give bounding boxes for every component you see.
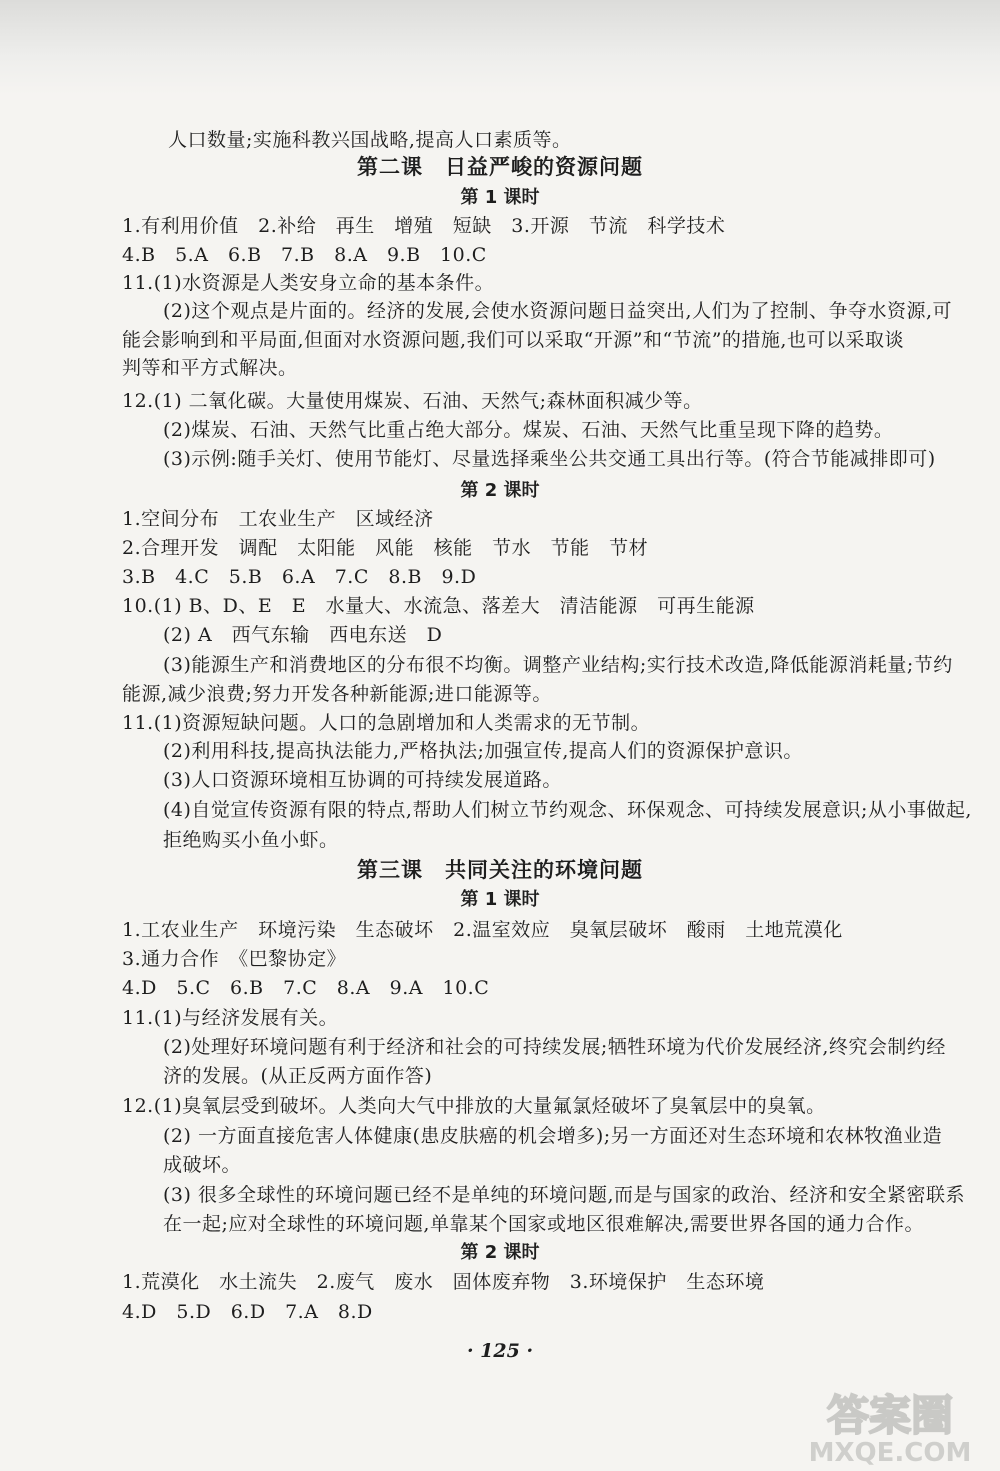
- answer-line: 3.通力合作 《巴黎协定》: [122, 948, 347, 970]
- intro-line: 人口数量;实施科教兴国战略,提高人口素质等。: [168, 129, 572, 151]
- answer-line: (2)处理好环境问题有利于经济和社会的可持续发展;牺牲环境为代价发展经济,终究会制约经: [163, 1036, 946, 1058]
- answer-line: 判等和平方式解决。: [122, 357, 298, 379]
- watermark-label: 答案圈: [826, 1391, 954, 1440]
- answer-line: 2.合理开发 调配 太阳能 风能 核能 节水 节能 节材: [122, 537, 649, 559]
- answer-line: (2) 一方面直接危害人体健康(患皮肤癌的机会增多);另一方面还对生态环境和农林牧渔业造: [163, 1125, 943, 1147]
- answer-line: 4.D 5.C 6.B 7.C 8.A 9.A 10.C: [122, 977, 490, 999]
- page-number: · 125 ·: [466, 1340, 534, 1362]
- answer-line: (2)利用科技,提高执法能力,严格执法;加强宣传,提高人们的资源保护意识。: [163, 740, 803, 762]
- watermark-url: MXQE.COM: [808, 1438, 972, 1465]
- period-title: 第 2 课时: [460, 480, 540, 501]
- answer-line: 4.B 5.A 6.B 7.B 8.A 9.B 10.C: [122, 244, 487, 266]
- answer-line: 11.(1)资源短缺问题。人口的急剧增加和人类需求的无节制。: [122, 712, 651, 734]
- period-title: 第 2 课时: [460, 1242, 540, 1263]
- answer-line: (3)示例:随手关灯、使用节能灯、尽量选择乘坐公共交通工具出行等。(符合节能减排即可): [163, 448, 936, 470]
- answer-line: (2)这个观点是片面的。经济的发展,会使水资源问题日益突出,人们为了控制、争夺水资源,可: [163, 300, 953, 322]
- answer-line: 拒绝购买小鱼小虾。: [163, 829, 339, 851]
- lesson-title: 第三课 共同关注的环境问题: [357, 858, 643, 882]
- answer-line: 1.有利用价值 2.补给 再生 增殖 短缺 3.开源 节流 科学技术: [122, 215, 726, 237]
- answer-line: 成破坏。: [163, 1154, 242, 1176]
- answer-line: (2) A 西气东输 西电东送 D: [163, 624, 443, 646]
- answer-line: (4)自觉宣传资源有限的特点,帮助人们树立节约观念、环保观念、可持续发展意识;从小事做起,: [163, 799, 972, 821]
- answer-line: (3) 很多全球性的环境问题已经不是单纯的环境问题,而是与国家的政治、经济和安全紧密联系: [163, 1184, 965, 1206]
- answer-line: 济的发展。(从正反两方面作答): [163, 1065, 433, 1087]
- lesson-title: 第二课 日益严峻的资源问题: [357, 155, 643, 179]
- answer-line: (2)煤炭、石油、天然气比重占绝大部分。煤炭、石油、天然气比重呈现下降的趋势。: [163, 419, 894, 441]
- answer-line: 4.D 5.D 6.D 7.A 8.D: [122, 1301, 373, 1323]
- answer-line: 能源,减少浪费;努力开发各种新能源;进口能源等。: [122, 683, 552, 705]
- answer-line: 1.工农业生产 环境污染 生态破坏 2.温室效应 臭氧层破坏 酸雨 土地荒漠化: [122, 919, 843, 941]
- answer-line: 12.(1)臭氧层受到破坏。人类向大气中排放的大量氟氯烃破坏了臭氧层中的臭氧。: [122, 1095, 826, 1117]
- period-title: 第 1 课时: [460, 187, 540, 208]
- answer-line: 在一起;应对全球性的环境问题,单靠某个国家或地区很难解决,需要世界各国的通力合作。: [163, 1213, 924, 1235]
- answer-line: 3.B 4.C 5.B 6.A 7.C 8.B 9.D: [122, 566, 477, 588]
- answer-line: 11.(1)与经济发展有关。: [122, 1007, 339, 1029]
- answer-line: 1.空间分布 工农业生产 区域经济: [122, 508, 434, 530]
- watermark-logo: [790, 1385, 990, 1465]
- answer-line: (3)人口资源环境相互协调的可持续发展道路。: [163, 769, 562, 791]
- answer-line: 能会影响到和平局面,但面对水资源问题,我们可以采取“开源”和“节流”的措施,也可以采取谈: [122, 329, 904, 351]
- answer-line: 11.(1)水资源是人类安身立命的基本条件。: [122, 272, 495, 294]
- answer-line: 10.(1) B、D、E E 水量大、水流急、落差大 清洁能源 可再生能源: [122, 595, 755, 617]
- answer-line: 12.(1) 二氧化碳。大量使用煤炭、石油、天然气;森林面积减少等。: [122, 390, 703, 412]
- answer-line: (3)能源生产和消费地区的分布很不均衡。调整产业结构;实行技术改造,降低能源消耗量;节约: [163, 654, 953, 676]
- period-title: 第 1 课时: [460, 889, 540, 910]
- answer-line: 1.荒漠化 水土流失 2.废气 废水 固体废弃物 3.环境保护 生态环境: [122, 1271, 765, 1293]
